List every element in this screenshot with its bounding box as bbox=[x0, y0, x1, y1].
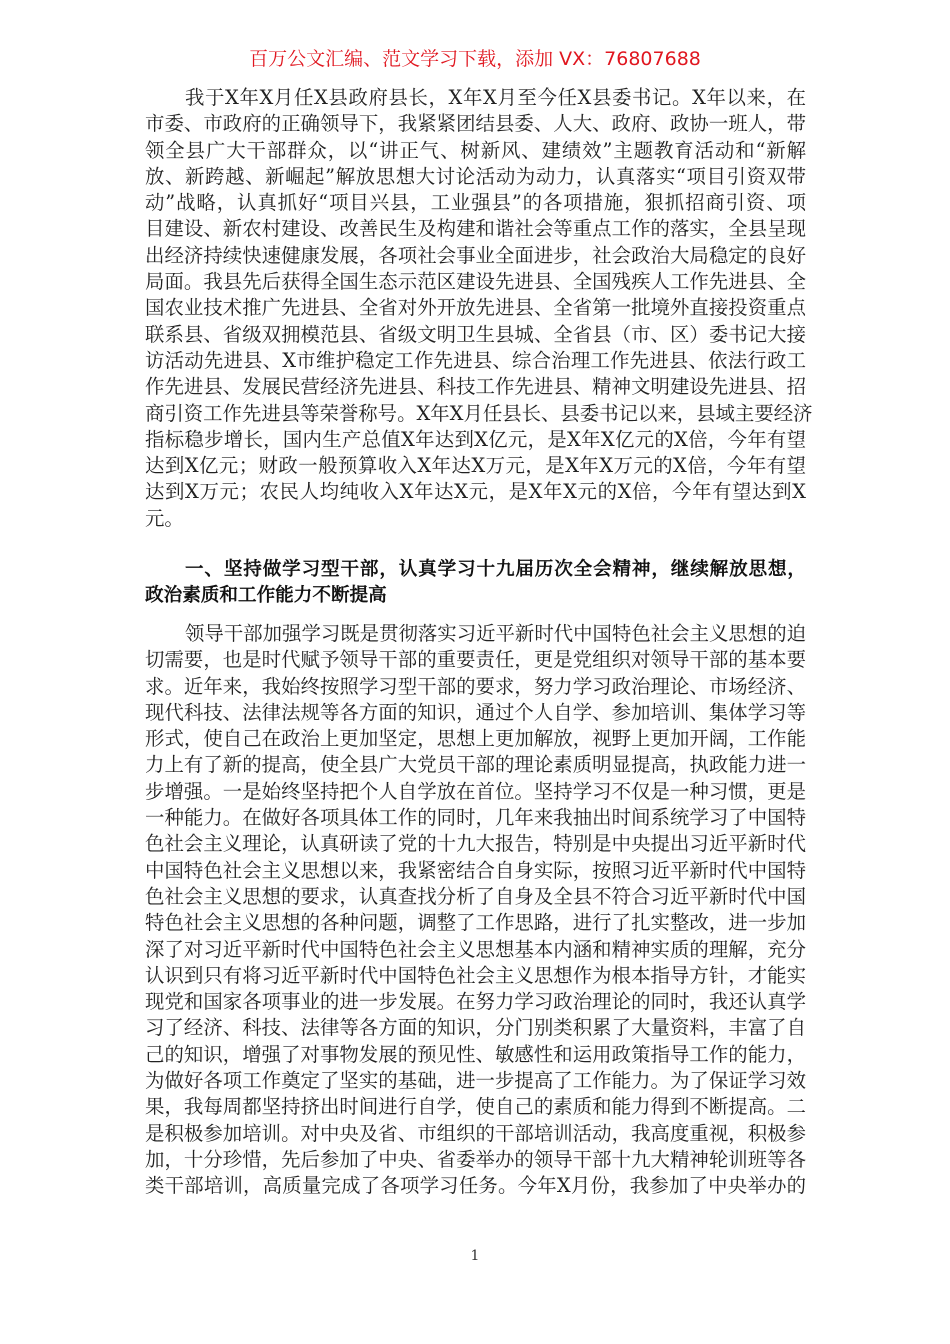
text-line: 联系县、省级双拥模范县、省级文明卫生县城、全省县（市、区）委书记大接 bbox=[145, 322, 806, 346]
text-line: 特色社会主义思想的各种问题，调整了工作思路，进行了扎实整改，进一步加 bbox=[145, 911, 806, 935]
text-line: 元。 bbox=[145, 506, 184, 530]
text-line: 目建设、新农村建设、改善民生及构建和谐社会等重点工作的落实，全县呈现 bbox=[145, 217, 806, 241]
text-line: 访活动先进县、X市维护稳定工作先进县、综合治理工作先进县、依法行政工 bbox=[145, 348, 806, 372]
text-line: 力上有了新的提高，使全县广大党员干部的理论素质明显提高，执政能力进一 bbox=[145, 753, 806, 777]
text-line: 切需要，也是时代赋予领导干部的重要责任，更是党组织对领导干部的基本要 bbox=[145, 648, 806, 672]
text-line: 现代科技、法律法规等各方面的知识，通过个人自学、参加培训、集体学习等 bbox=[145, 700, 806, 724]
text-line: 果，我每周都坚持挤出时间进行自学，使自己的素质和能力得到不断提高。二 bbox=[145, 1095, 806, 1119]
paragraph-intro bbox=[145, 85, 813, 532]
text-line: 领全县广大干部群众，以“讲正气、树新风、建绩效”主题教育活动和“新解 bbox=[145, 138, 806, 162]
text-line: 我于X年X月任X县政府县长，X年X月至今任X县委书记。X年以来，在 bbox=[185, 86, 806, 109]
text-line: 一、坚持做学习型干部，认真学习十九届历次全会精神，继续解放思想， bbox=[185, 559, 806, 580]
watermark-banner: 百万公文汇编、范文学习下载，添加 VX：76807688 bbox=[249, 48, 701, 70]
text-line: 局面。我县先后获得全国生态示范区建设先进县、全国残疾人工作先进县、全 bbox=[145, 270, 806, 294]
text-line: 形式，使自己在政治上更加坚定，思想上更加解放，视野上更加开阔，工作能 bbox=[145, 727, 806, 751]
text-line: 一种能力。在做好各项具体工作的同时，几年来我抽出时间系统学习了中国特 bbox=[145, 806, 806, 830]
text-line: 己的知识，增强了对事物发展的预见性、敏感性和运用政策指导工作的能力， bbox=[145, 1042, 806, 1066]
page-number: 1 bbox=[470, 1248, 480, 1264]
paragraph-study bbox=[145, 621, 806, 1200]
text-line: 习了经济、科技、法律等各方面的知识，分门别类积累了大量资料，丰富了自 bbox=[145, 1016, 806, 1040]
text-line: 深了对习近平新时代中国特色社会主义思想基本内涵和精神实质的理解，充分 bbox=[145, 937, 806, 961]
text-line: 色社会主义思想的要求，认真查找分析了自身及全县不符合习近平新时代中国 bbox=[145, 884, 806, 908]
text-line: 中国特色社会主义思想以来，我紧密结合自身实际，按照习近平新时代中国特 bbox=[145, 858, 806, 882]
text-line: 是积极参加培训。对中央及省、市组织的干部培训活动，我高度重视，积极参 bbox=[145, 1121, 806, 1145]
text-line: 市委、市政府的正确领导下，我紧紧团结县委、人大、政府、政协一班人，带 bbox=[145, 112, 806, 136]
text-line: 出经济持续快速健康发展，各项社会事业全面进步，社会政治大局稳定的良好 bbox=[145, 243, 806, 267]
text-line: 达到X万元；农民人均纯收入X年达X元，是X年X元的X倍，今年有望达到X bbox=[145, 480, 806, 504]
text-line: 指标稳步增长，国内生产总值X年达到X亿元，是X年X亿元的X倍，今年有望 bbox=[145, 427, 806, 451]
text-line: 加，十分珍惜，先后参加了中央、省委举办的领导干部十九大精神轮训班等各 bbox=[145, 1147, 806, 1171]
text-line: 作先进县、发展民营经济先进县、科技工作先进县、精神文明建设先进县、招 bbox=[145, 375, 806, 399]
text-line: 求。近年来，我始终按照学习型干部的要求，努力学习政治理论、市场经济、 bbox=[145, 674, 806, 698]
text-line: 放、新跨越、新崛起”解放思想大讨论活动为动力，认真落实“项目引资双带 bbox=[145, 164, 806, 188]
section-heading-1 bbox=[145, 557, 806, 610]
text-line: 认识到只有将习近平新时代中国特色社会主义思想作为根本指导方针，才能实 bbox=[145, 963, 806, 987]
text-line: 达到X亿元；财政一般预算收入X年达X万元，是X年X万元的X倍，今年有望 bbox=[145, 454, 806, 478]
text-line: 商引资工作先进县等荣誉称号。X年X月任县长、县委书记以来，县域主要经济 bbox=[145, 401, 813, 425]
text-line: 动”战略，认真抓好“项目兴县，工业强县”的各项措施，狠抓招商引资、项 bbox=[145, 191, 806, 215]
text-line: 类干部培训，高质量完成了各项学习任务。今年X月份，我参加了中央举办的 bbox=[145, 1174, 806, 1198]
text-line: 领导干部加强学习既是贯彻落实习近平新时代中国特色社会主义思想的迫 bbox=[185, 622, 806, 645]
text-line: 步增强。一是始终坚持把个人自学放在首位。坚持学习不仅是一种习惯，更是 bbox=[145, 779, 806, 803]
text-line: 国农业技术推广先进县、全省对外开放先进县、全省第一批境外直接投资重点 bbox=[145, 296, 806, 320]
text-line: 为做好各项工作奠定了坚实的基础，进一步提高了工作能力。为了保证学习效 bbox=[145, 1069, 806, 1093]
text-line: 现党和国家各项事业的进一步发展。在努力学习政治理论的同时，我还认真学 bbox=[145, 990, 806, 1014]
text-line: 政治素质和工作能力不断提高 bbox=[145, 585, 387, 607]
text-line: 色社会主义理论，认真研读了党的十九大报告，特别是中央提出习近平新时代 bbox=[145, 832, 806, 856]
